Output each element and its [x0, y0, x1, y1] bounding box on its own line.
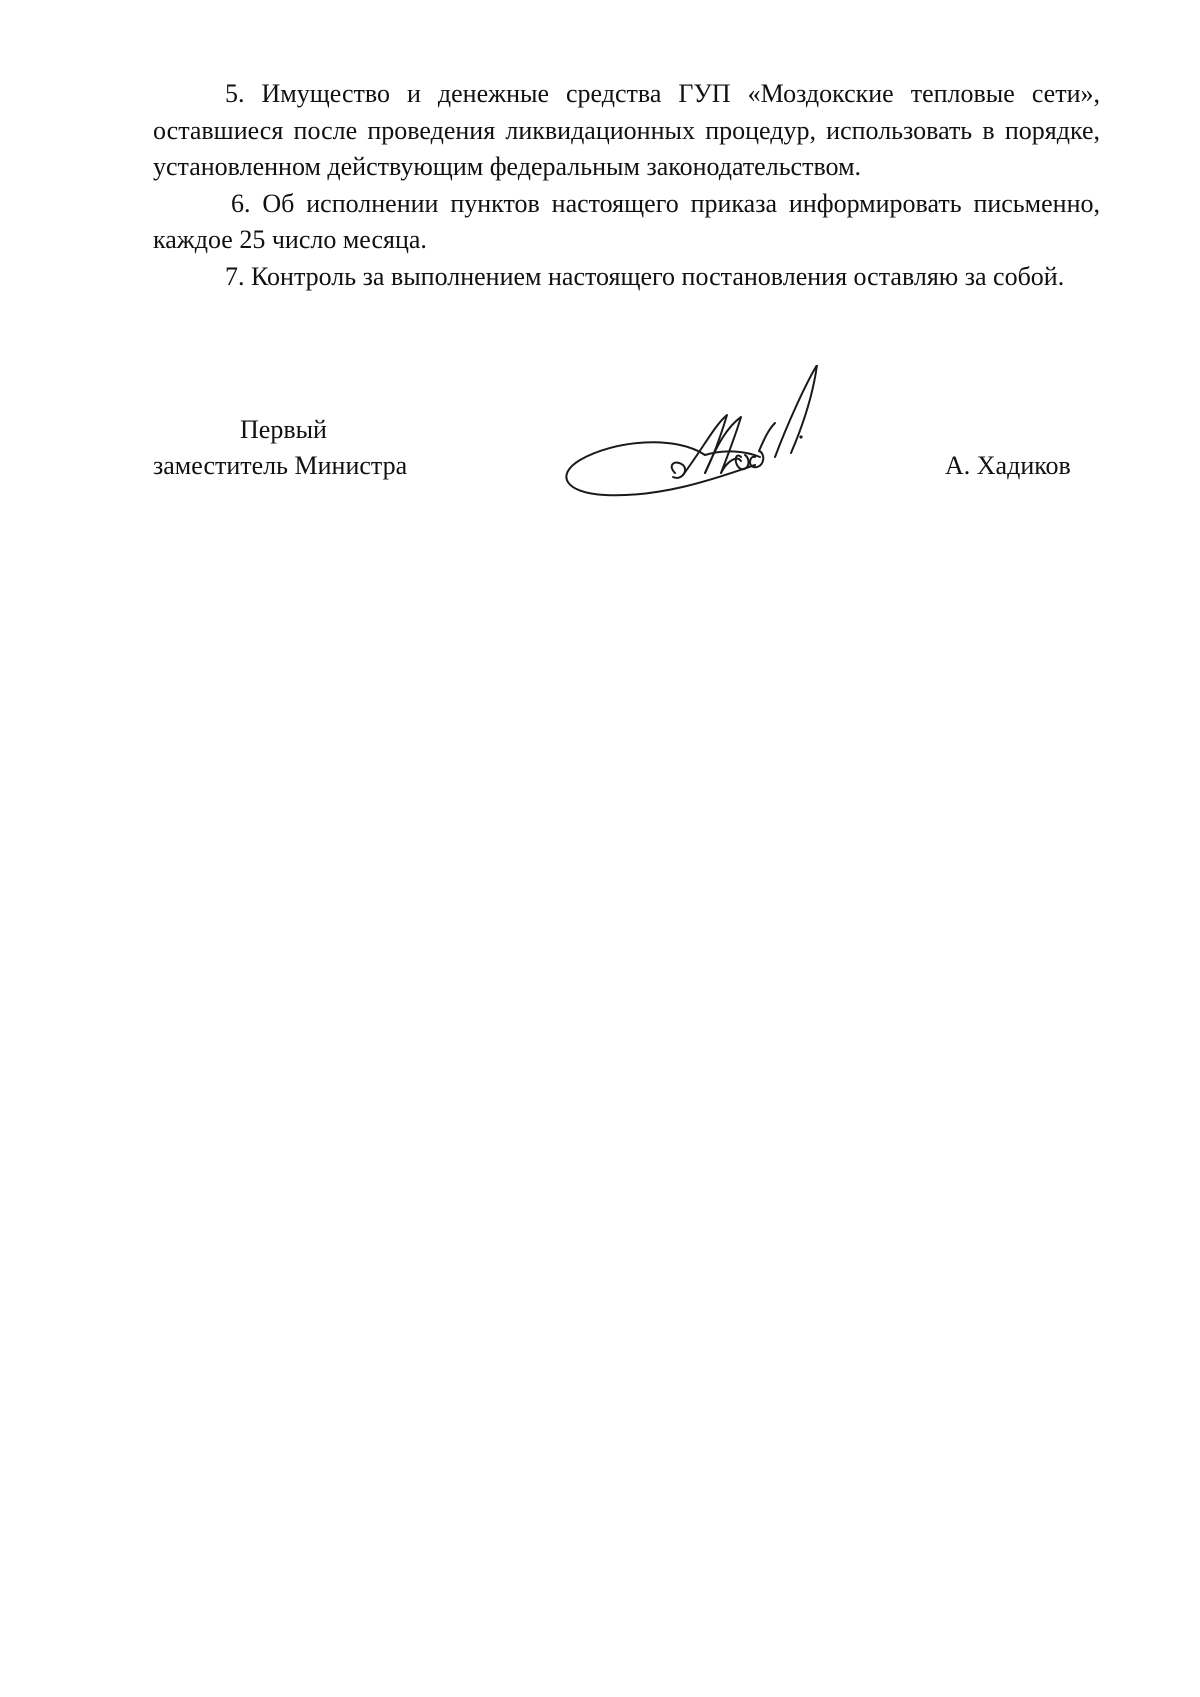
- signatory-name: А. Хадиков: [945, 451, 1071, 480]
- signature-block: [0, 0, 1200, 600]
- handwritten-signature: [555, 365, 895, 515]
- paragraph-6: 6. Об исполнении пунктов настоящего приказа информировать письменно, каждое 25 число месяца.: [153, 188, 1100, 254]
- signatory-title-line-2: заместитель Министра: [153, 451, 408, 480]
- paragraph-5: 5. Имущество и денежные средства ГУП «Моздокские тепловые сети», оставшиеся после проведения ликвидационных процедур, использовать в порядке, установленном действующим федеральным законодательством.: [153, 79, 1100, 181]
- signatory-title-line-1: Первый: [240, 415, 327, 444]
- paragraph-7: 7. Контроль за выполнением настоящего постановления оставляю за собой.: [225, 261, 1065, 291]
